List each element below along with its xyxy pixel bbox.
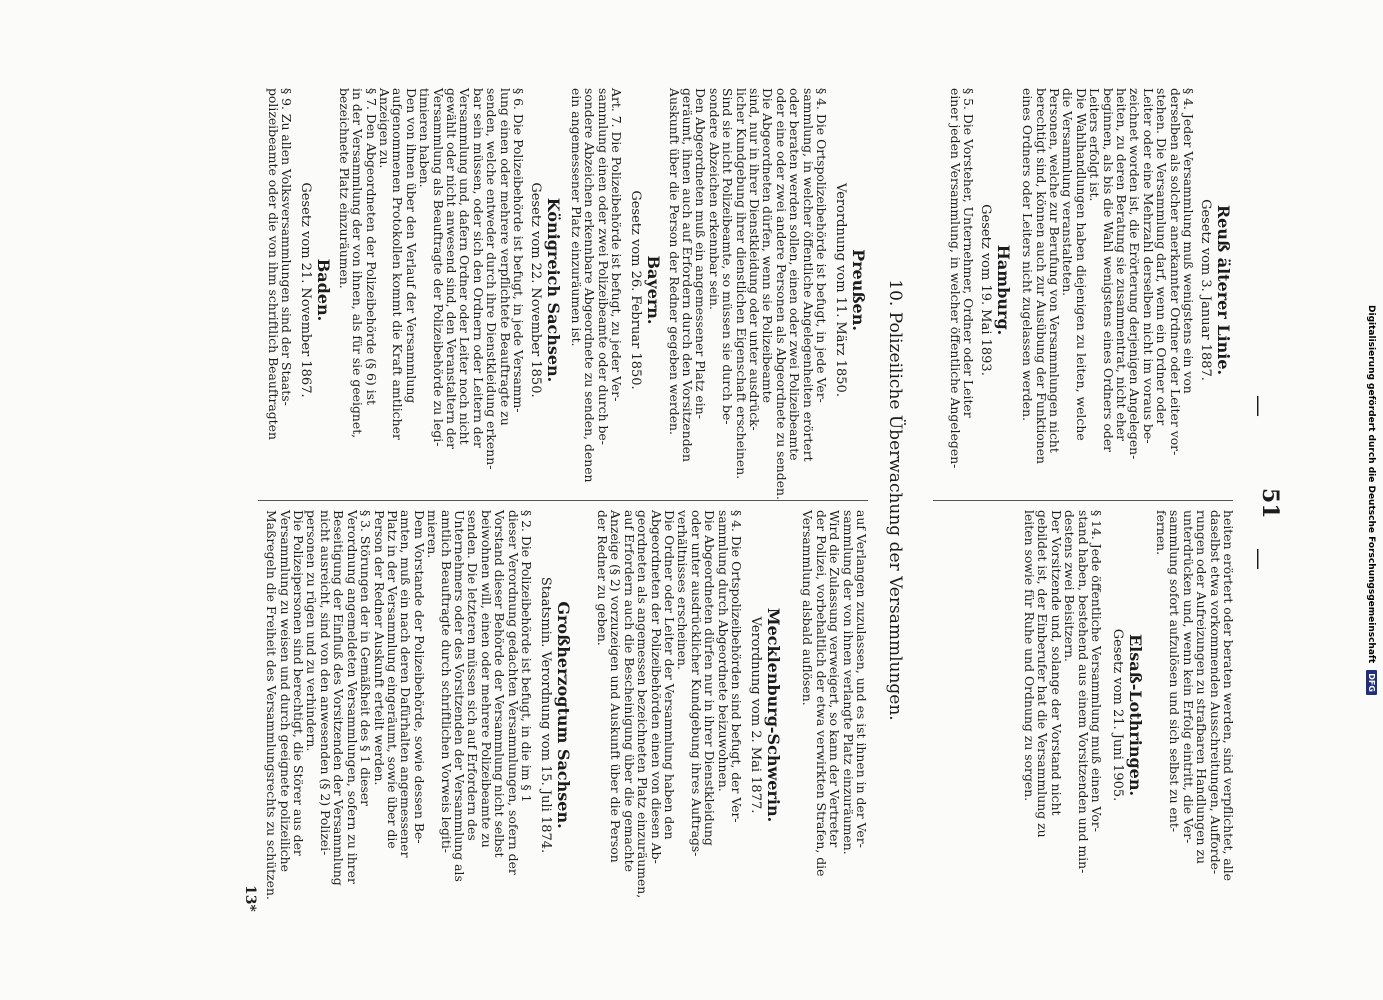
- text-line: geordneten als angemessen bezeichneten Platz einzuräumen,: [635, 510, 651, 899]
- heading-baden: Baden.: [314, 258, 333, 322]
- sub-grossherzogtum: Staatsmin. Verordnung vom 15. Juli 1874.: [538, 576, 553, 854]
- text-line: heiten erörtert oder beraten werden, sind verpflichtet, alle: [1221, 510, 1236, 881]
- text-line: leiten sowie für Ruhe und Ordnung zu sorgen.: [1021, 510, 1037, 802]
- text-line: § 2. Die Polizeibehörde ist befugt, in die im § 1: [519, 510, 534, 803]
- text-line: sondere Abzeichen erkennbare Abgeordnete zu senden, denen: [582, 88, 598, 483]
- text-line: der Polizei, vorbehaltlich der etwa verwirkten Strafen, die: [813, 510, 829, 877]
- text-line: beginnen, als bis die Wahl wenigstens eines Ordners oder: [1100, 88, 1116, 453]
- section-title: 10. Polizeiliche Überwachung der Versammlungen.: [885, 279, 905, 721]
- text-line: Anzeigen zu.: [376, 88, 392, 169]
- text-block-reuss: [1021, 88, 1195, 493]
- text-line: gebildet ist, der Einberufer hat die Versammlung zu: [1035, 510, 1051, 838]
- heading-preussen: Preußen.: [849, 249, 868, 331]
- text-line: Sind sie nicht Polizeibeamte, so müssen sie durch be-: [720, 88, 736, 425]
- digitization-text: Digitalisierung gefördert durch die Deutsche Forschungsgemeinschaft: [1366, 305, 1376, 664]
- heading-grossherzogtum: Großherzogtum Sachsen.: [554, 601, 573, 829]
- column-rule-upper: [933, 500, 1233, 501]
- text-line: fernen.: [1153, 510, 1169, 556]
- text-line: destens zwei Beisitzern.: [1062, 510, 1078, 662]
- text-line: Auskunft über die Person der Redner gegeben werden.: [666, 88, 682, 435]
- text-line: die Versammlung veranstalteten.: [1060, 88, 1076, 297]
- sub-reuss: Gesetz vom 3. Januar 1887.: [1198, 199, 1213, 381]
- text-line: § 7. Den Abgeordneten der Polizeibehörde (§ 6) ist: [363, 88, 379, 406]
- text-line: Wird die Zulassung verweigert, so kann der Vertreter: [827, 510, 843, 848]
- text-line: Anzeige (§ 2) vorzuzeigen und Auskunft über die Person: [608, 510, 624, 863]
- text-line: Die Wahlhandlungen haben diejenigen zu leiten, welche: [1073, 88, 1089, 441]
- sub-preussen: Verordnung vom 11. März 1850.: [833, 183, 848, 397]
- text-line: § 3. Störungen der in Gemäßheit des § 1 dieser: [358, 510, 374, 807]
- text-line: § 5. Die Vorsteher, Unternehmer, Ordner oder Leiter: [961, 88, 976, 418]
- heading-mecklenburg: Mecklenburg-Schwerin.: [764, 607, 783, 823]
- text-line: Beseitigung der Einfluß des Vorsitzenden der Versammlung: [331, 510, 347, 886]
- text-line: mieren.: [425, 510, 441, 559]
- text-line: oder eine oder zwei andere Personen als Abgeordnete zu senden.: [773, 88, 789, 500]
- signature-mark: 13*: [242, 885, 258, 912]
- text-block-hamburg: [948, 88, 975, 493]
- text-line: Die Abgeordneten dürfen, wenn sie Polizeibeamte: [760, 88, 776, 403]
- text-line: senden, welche entweder durch ihre Dienstkleidung erkenn-: [484, 88, 500, 470]
- text-block-sachsen: [337, 88, 525, 493]
- text-line: amten, muß ein nach deren Dafürhalten angemessener: [398, 510, 414, 858]
- text-line: sammlung einen oder zwei Polizeibeamte oder durch be-: [595, 88, 611, 445]
- text-line: beiwohnen will, einen oder mehrere Polizeibeamte zu: [478, 510, 494, 848]
- text-block-grossherzogtum: [265, 510, 533, 920]
- text-line: Art. 7. Die Polizeibehörde ist befugt, zu jeder Ver-: [609, 88, 624, 402]
- page-number: 51: [1257, 488, 1283, 519]
- text-line: aufgenommenen Protokollen kommt die Kraft amtlicher: [390, 88, 406, 440]
- text-line: oder unter ausdrücklicher Kundgebung ihres Auftrags-: [688, 510, 704, 857]
- heading-sachsen: Königreich Sachsen.: [544, 197, 563, 383]
- sub-elsass: Gesetz vom 21. Juni 1905.: [1110, 628, 1125, 802]
- text-line: personen zu rügen und zu verhindern.: [304, 510, 320, 752]
- digitization-note: [1366, 0, 1377, 1000]
- header-dash-right: —: [1246, 548, 1271, 570]
- text-block-bayern: [569, 88, 623, 493]
- text-line: lung einen oder mehrere verpflichtete Beauftragte zu: [497, 88, 513, 426]
- text-line: der Redner zu geben.: [594, 510, 610, 646]
- text-line: derselben als solcher anerkannter Ordner oder Leiter vor-: [1167, 88, 1183, 456]
- text-block-mecklenburg: [596, 510, 743, 920]
- text-line: § 4. Die Ortspolizeibehörden sind befugt, der Ver-: [729, 510, 744, 823]
- text-line: oder beraten werden sollen, einen oder zwei Polizeibeamte: [787, 88, 803, 461]
- text-line: sammlung, in welcher öffentliche Angelegenheiten erörtert: [800, 88, 816, 462]
- text-line: verhältnisses erscheinen.: [675, 510, 691, 670]
- text-line: berechtigt sind, können auch zur Ausübung der Funktionen: [1033, 88, 1049, 465]
- heading-elsass: Elsaß-Lothringen.: [1126, 633, 1145, 797]
- text-line: gewählt oder nicht anwesend sind, den Veranstaltern der: [443, 88, 459, 450]
- text-line: Die Polizeipersonen sind berechtigt, die Störer aus der: [291, 510, 307, 856]
- text-line: sammlung der von ihnen verlangte Platz einzuräumen.: [840, 510, 856, 855]
- sub-hamburg: Gesetz vom 19. Mai 1893.: [978, 204, 993, 376]
- text-line: Versammlung zu weisen und durch geeignete polizeiliche: [277, 510, 293, 872]
- text-line: Platz in der Versammlung eingeräumt, sowie über die: [384, 510, 400, 849]
- text-block-right-bottom-top: [801, 510, 868, 920]
- text-line: ein angemessener Platz einzuräumen ist.: [568, 88, 584, 347]
- text-line: Den Abgeordneten muß ein angemessener Platz ein-: [693, 88, 709, 419]
- text-line: Maßregeln die Freiheit des Versammlungsrechts zu schützen.: [264, 510, 280, 900]
- text-line: stand haben, bestehend aus einem Vorsitzenden und min-: [1075, 510, 1091, 874]
- text-line: heiten, zu deren Beratung sie zusammentrat, nicht eher: [1113, 88, 1129, 442]
- text-line: § 14. Jede öffentliche Versammlung muß einen Vor-: [1089, 510, 1104, 832]
- text-block-right-top: [1155, 510, 1235, 920]
- text-line: dieser Verordnung gedachten Versammlungen, sofern der: [505, 510, 521, 875]
- text-line: auf Erfordern auch die Bescheinigung über die gemachte: [621, 510, 637, 872]
- text-line: in der Versammlung der von ihnen, als für sie geeignet,: [350, 88, 366, 439]
- text-line: bar sein müssen, oder sich den Ordnern oder Leitern der: [470, 88, 486, 448]
- text-line: nicht ausreicht, sind von den anwesenden (§ 2) Polizei-: [317, 510, 333, 856]
- sub-bayern: Gesetz vom 26. Februar 1850.: [628, 190, 643, 390]
- sub-baden: Gesetz vom 21. November 1867.: [298, 182, 313, 398]
- text-line: rungen oder Aufreizungen zu strafbaren Handlungen zu: [1194, 510, 1210, 864]
- text-line: Vorstand dieser Behörde der Versammlung nicht selbst: [492, 510, 508, 858]
- text-line: Verordnung angemeldeten Versammlungen, sofern zu ihrer: [344, 510, 360, 884]
- text-line: stehen. Die Versammlung darf, wenn ein Ordner oder: [1154, 88, 1170, 426]
- sub-mecklenburg: Verordnung vom 2. Mai 1877.: [748, 616, 763, 814]
- text-block-baden: [266, 88, 293, 493]
- heading-reuss: Reuß älterer Linie.: [1214, 204, 1233, 376]
- text-line: sind, nur in ihrer Dienstkleidung oder unter ausdrück-: [746, 88, 762, 431]
- text-line: Dem Vorstande der Polizeibehörde, sowie dessen Be-: [411, 510, 427, 844]
- text-line: Person der Redner Auskunft erteilt werden.: [371, 510, 387, 786]
- text-line: sammlung durch Abgeordnete beizuwohnen.: [715, 510, 731, 792]
- text-line: bezeichnete Platz einzuräumen.: [336, 88, 352, 289]
- sub-sachsen: Gesetz vom 22. November 1850.: [528, 182, 543, 398]
- text-block-elsass: [1023, 510, 1103, 920]
- text-line: sammlung sofort aufzulösen und sich selbst zu ent-: [1167, 510, 1183, 833]
- text-block-preussen: [666, 88, 829, 500]
- text-line: Versammlung alsbald auflösen.: [800, 510, 816, 706]
- text-line: Versammlung und, dafern Ordner oder Leiter noch nicht: [457, 88, 473, 445]
- text-line: Abgeordneten der Polizeibehörden einen von diesen Ab-: [648, 510, 664, 864]
- text-line: amtlich Beauftragte durch schriftlichen Vorweis legiti-: [438, 510, 454, 853]
- text-line: zeichnet worden ist, die Erörterung derjenigen Angelegen-: [1127, 88, 1143, 460]
- heading-hamburg: Hamburg.: [994, 244, 1013, 336]
- text-line: Personen, welche zur Berufung von Versammlungen nicht: [1046, 88, 1062, 453]
- text-line: daselbst etwa vorkommenden Ausschreitungen, Aufforde-: [1207, 510, 1223, 875]
- text-line: Den von ihnen über den Verlauf der Versammlung: [403, 88, 419, 404]
- text-line: timieren haben.: [417, 88, 433, 188]
- heading-bayern: Bayern.: [644, 255, 663, 325]
- text-line: Die Ordner oder Leiter der Versammlung haben den: [661, 510, 677, 840]
- text-line: § 6. Die Polizeibehörde ist befugt, in jede Versamm-: [511, 88, 526, 413]
- text-line: Der Vorsitzende und, solange der Vorstand nicht: [1048, 510, 1064, 816]
- text-line: Versammlung als Beauftragte der Polizeibehörde zu legi-: [430, 88, 446, 447]
- text-line: geräumt, ihnen auch auf Erfordern durch den Vorsitzenden: [679, 88, 695, 462]
- dfg-logo: DFG: [1366, 670, 1377, 695]
- text-line: senden. Die letzteren müssen sich auf Erfordern des: [465, 510, 481, 841]
- text-line: Leiter oder eine Mehrzahl derselben nicht im voraus be-: [1140, 88, 1156, 444]
- text-line: einer jeden Versammlung, in welcher öffentliche Angelegen-: [947, 88, 963, 469]
- text-line: § 4. Die Ortspolizeibehörde ist befugt, in jede Ver-: [814, 88, 829, 403]
- text-line: sondere Abzeichen erkennbar sein.: [706, 88, 722, 310]
- text-line: licher Kundgebung ihrer dienstlichen Eigenschaft erscheinen.: [733, 88, 749, 480]
- text-line: auf Verlangen zuzulassen, und es ist ihnen in der Ver-: [854, 510, 869, 848]
- text-line: Die Abgeordneten dürfen nur in ihrer Dienstkleidung: [702, 510, 718, 846]
- text-line: polizeibeamte oder die von ihm schriftlich Beauftragten: [265, 88, 281, 440]
- column-rule-lower: [258, 500, 868, 501]
- header-dash-left: —: [1246, 395, 1271, 417]
- text-line: § 4. Jeder Versammlung muß wenigstens ein von: [1181, 88, 1196, 394]
- text-line: § 9. Zu allen Volksversammlungen sind der Staats-: [279, 88, 294, 406]
- text-line: Unternehmers oder des Vorsitzenden der Versammlung als: [451, 510, 467, 882]
- text-line: Leiters erfolgt ist.: [1087, 88, 1103, 202]
- text-line: eines Ordners oder Leiters nicht zugelassen werden.: [1020, 88, 1036, 422]
- text-line: unterdrücken und, wenn kein Erfolg eintritt, die Ver-: [1180, 510, 1196, 844]
